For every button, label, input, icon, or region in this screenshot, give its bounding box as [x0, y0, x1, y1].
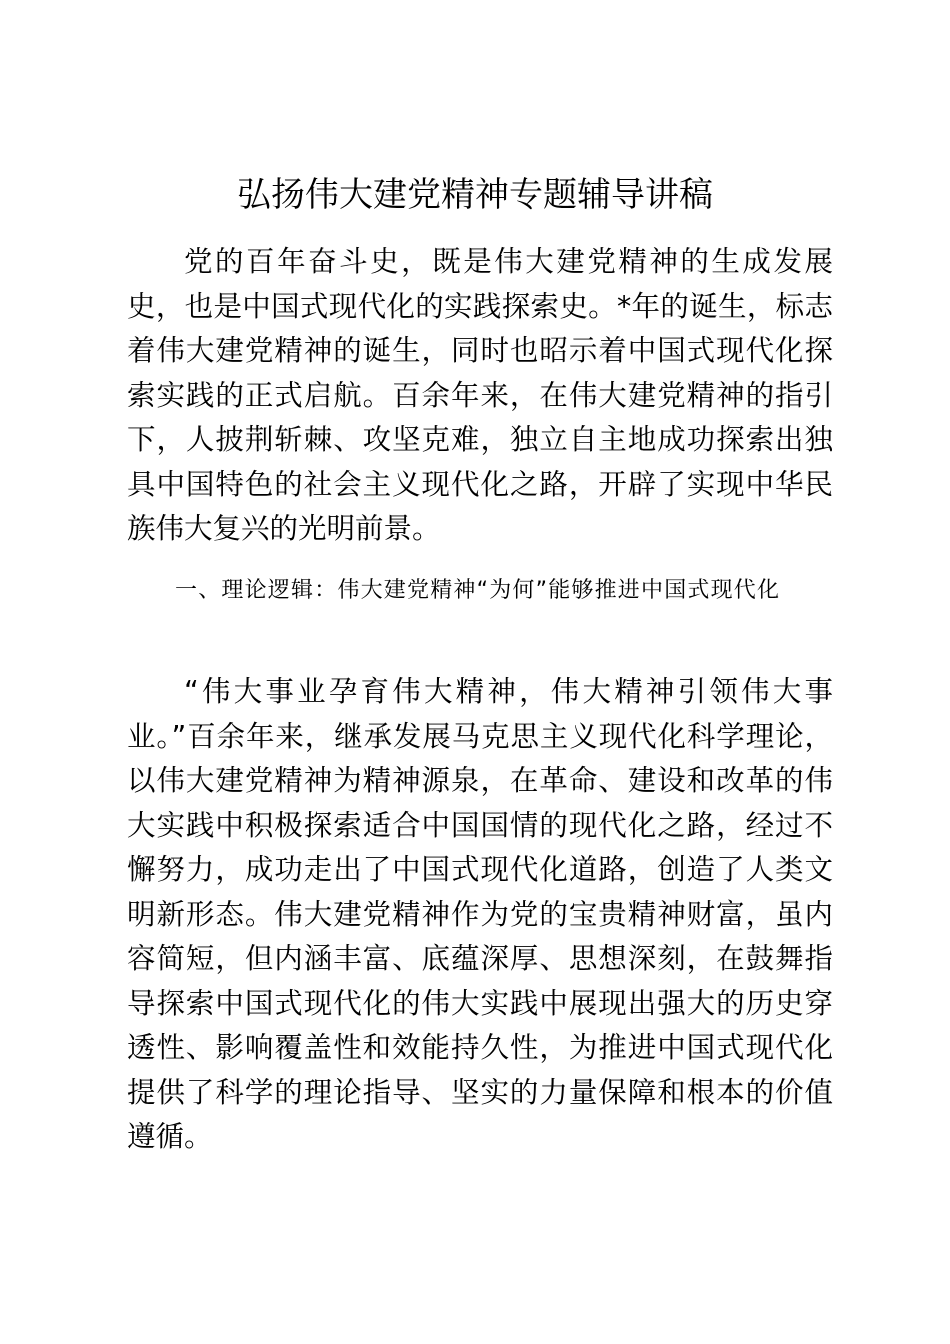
intro-paragraph: 党的百年奋斗史，既是伟大建党精神的生成发展史，也是中国式现代化的实践探索史。*年的诞生，标志着伟大建党精神的诞生，同时也昭示着中国式现代化探索实践的正式启航。百余年来，在伟大建党精神的指引下，人披荆斩棘、攻坚克难，独立自主地成功探索出独具中国特色的社会主义现代化之路，开辟了实现中华民族伟大复兴的光明前景。 [127, 245, 833, 545]
document-title: 弘扬伟大建党精神专题辅导讲稿 [237, 175, 713, 215]
body-paragraph: “伟大事业孕育伟大精神，伟大精神引领伟大事业。”百余年来，继承发展马克思主义现代化科学理论，以伟大建党精神为精神源泉，在革命、建设和改革的伟大实践中积极探索适合中国国情的现代化之路，经过不懈努力，成功走出了中国式现代化道路，创造了人类文明新形态。伟大建党精神作为党的宝贵精神财富，虽内容简短，但内涵丰富、底蕴深厚、思想深刻，在鼓舞指导探索中国式现代化的伟大实践中展现出强大的历史穿透性、影响覆盖性和效能持久性，为推进中国式现代化提供了科学的理论指导、坚实的力量保障和根本的价值遵循。 [127, 675, 833, 1153]
section-heading: 一、理论逻辑：伟大建党精神“为何”能够推进中国式现代化 [175, 578, 781, 603]
